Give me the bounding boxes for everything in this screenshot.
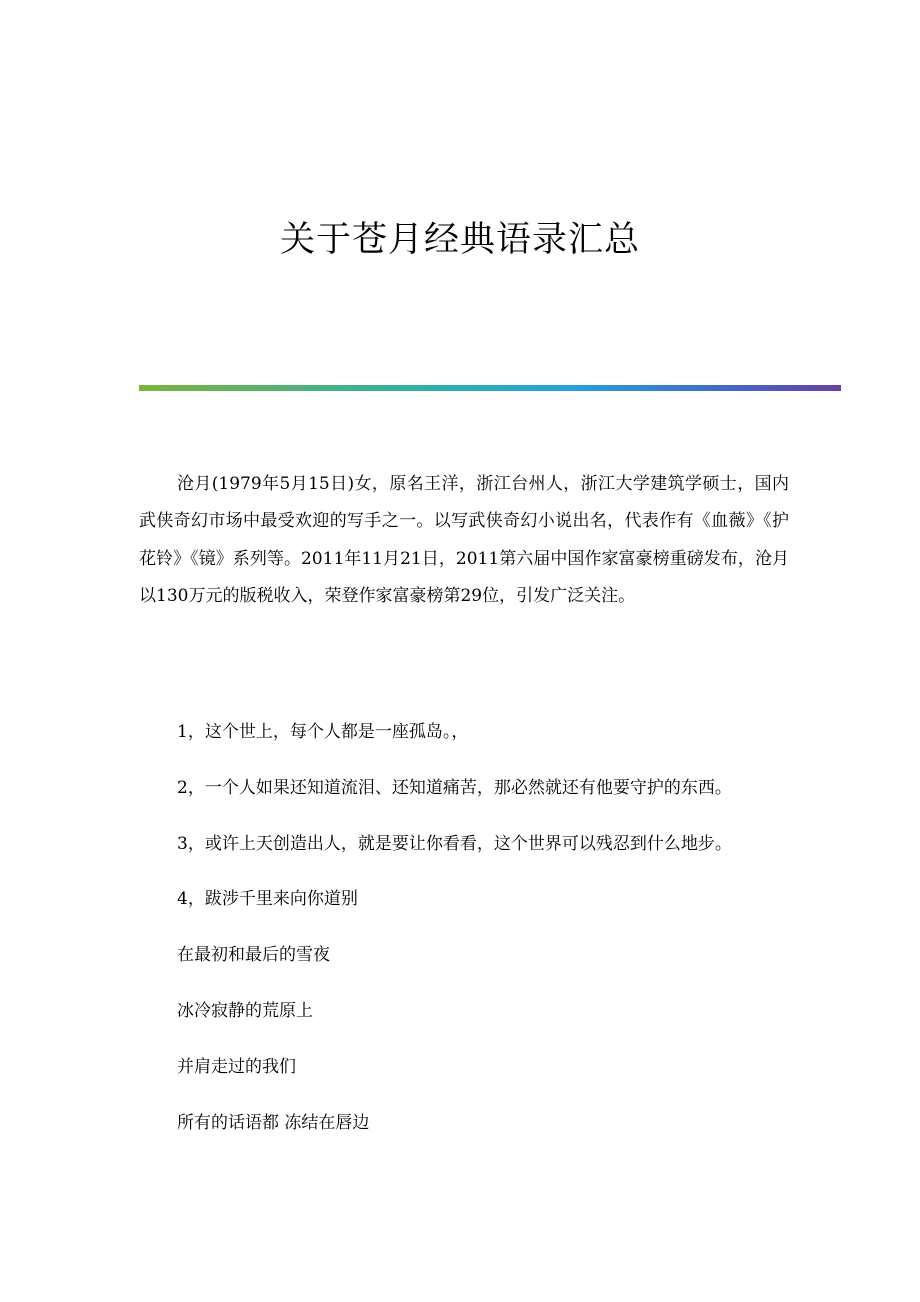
quote-line: 1，这个世上，每个人都是一座孤岛。， bbox=[177, 722, 469, 742]
quote-line: 冰冷寂静的荒原上 bbox=[177, 1001, 313, 1021]
gradient-divider bbox=[139, 385, 841, 391]
intro-paragraph: 沧月(1979年5月15日)女，原名王洋，浙江台州人，浙江大学建筑学硕士，国内武侠奇幻市场中最受欢迎的写手之一。以写武侠奇幻小说出名，代表作有《血薇》《护花铃》《镜》系列等。2011年11月21日，2011第六届中国作家富豪榜重磅发布，沧月以130万元的版税收入，荣登作家富豪榜第29位，引发广泛关注。 bbox=[139, 474, 789, 606]
quote-line: 并肩走过的我们 bbox=[177, 1057, 296, 1077]
quote-line: 在最初和最后的雪夜 bbox=[177, 945, 330, 965]
quote-line: 4，跋涉千里来向你道别 bbox=[177, 889, 358, 909]
document-title: 关于苍月经典语录汇总 bbox=[279, 220, 640, 260]
quote-line: 2，一个人如果还知道流泪、还知道痛苦，那必然就还有他要守护的东西。 bbox=[177, 778, 732, 798]
quote-line: 3，或许上天创造出人，就是要让你看看，这个世界可以残忍到什么地步。 bbox=[177, 834, 732, 854]
quote-line: 所有的话语都 冻结在唇边 bbox=[177, 1113, 370, 1133]
